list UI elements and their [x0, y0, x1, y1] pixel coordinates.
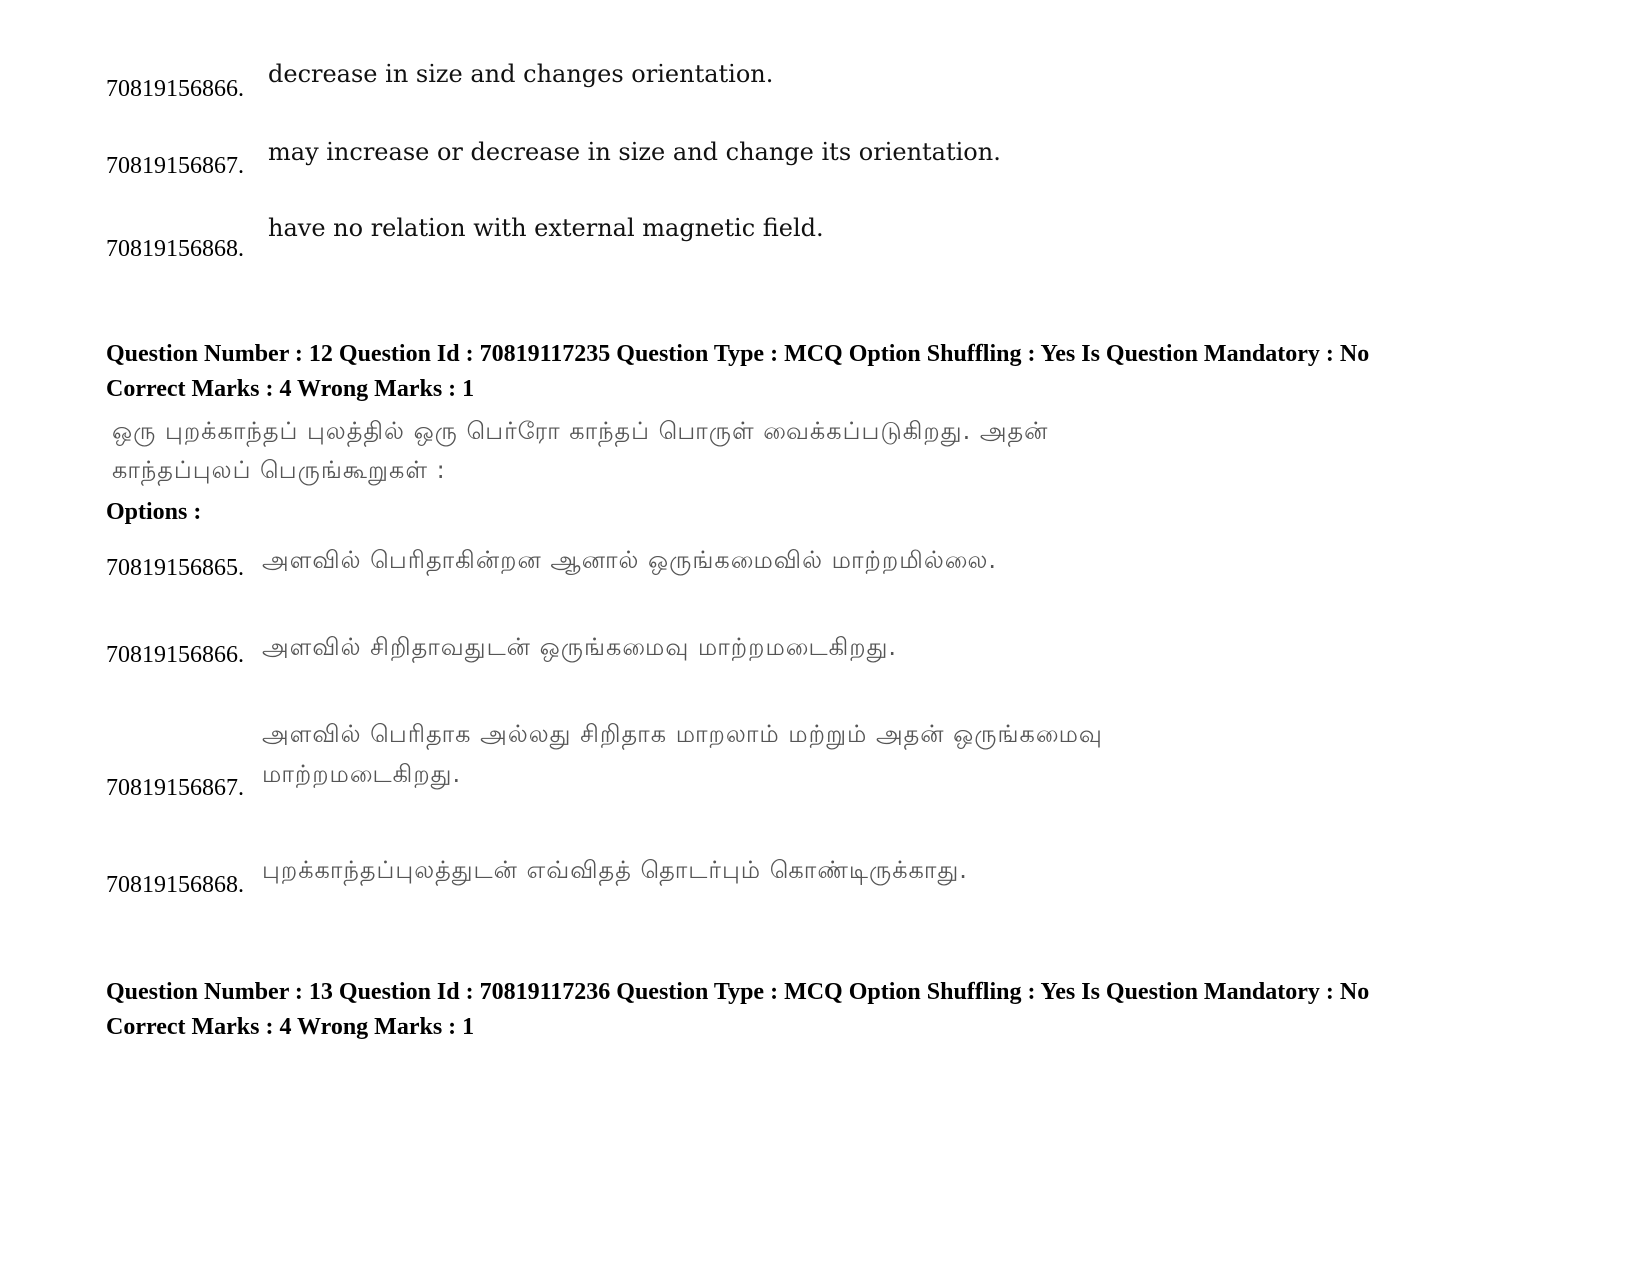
option-text: have no relation with external magnetic field.	[268, 214, 824, 242]
option-text: decrease in size and changes orientation.	[268, 60, 774, 88]
option-id: 70819156866.	[106, 642, 244, 668]
option-text: புறக்காந்தப்புலத்துடன் எவ்விதத் தொடர்பும் கொண்டிருக்காது.	[262, 856, 968, 884]
option-text: அளவில் சிறிதாவதுடன் ஒருங்கமைவு மாற்றமடைகிறது.	[262, 633, 898, 661]
option-id: 70819156867.	[106, 775, 244, 801]
question-meta: Question Number : 13 Question Id : 70819117236 Question Type : MCQ Option Shuffling : Yes Is Question Mandatory : No	[106, 979, 1370, 1005]
question-meta: Question Number : 12 Question Id : 70819117235 Question Type : MCQ Option Shuffling : Yes Is Question Mandatory : No	[106, 341, 1370, 367]
option-text: அளவில் பெரிதாக அல்லது சிறிதாக மாறலாம் மற்றும் அதன் ஒருங்கமைவு	[262, 720, 1103, 748]
question-header	[106, 337, 1369, 407]
option-text: may increase or decrease in size and change its orientation.	[268, 138, 1001, 166]
option-text: மாற்றமடைகிறது.	[262, 760, 462, 788]
option-id: 70819156868.	[106, 872, 244, 898]
question-marks: Correct Marks : 4 Wrong Marks : 1	[106, 376, 475, 402]
options-label: Options :	[106, 499, 202, 525]
question-stem-line: காந்தப்புலப் பெருங்கூறுகள் :	[112, 456, 446, 484]
question-stem	[112, 412, 1048, 490]
question-marks: Correct Marks : 4 Wrong Marks : 1	[106, 1014, 475, 1040]
option-text: அளவில் பெரிதாகின்றன ஆனால் ஒருங்கமைவில் மாற்றமில்லை.	[262, 546, 997, 574]
question-header	[106, 975, 1369, 1045]
option-id: 70819156868.	[106, 236, 244, 262]
option-id: 70819156865.	[106, 555, 244, 581]
option-id: 70819156867.	[106, 153, 244, 179]
option-id: 70819156866.	[106, 76, 244, 102]
question-stem-line: ஒரு புறக்காந்தப் புலத்தில் ஒரு பெர்ரோ காந்தப் பொருள் வைக்கப்படுகிறது. அதன்	[112, 417, 1049, 445]
